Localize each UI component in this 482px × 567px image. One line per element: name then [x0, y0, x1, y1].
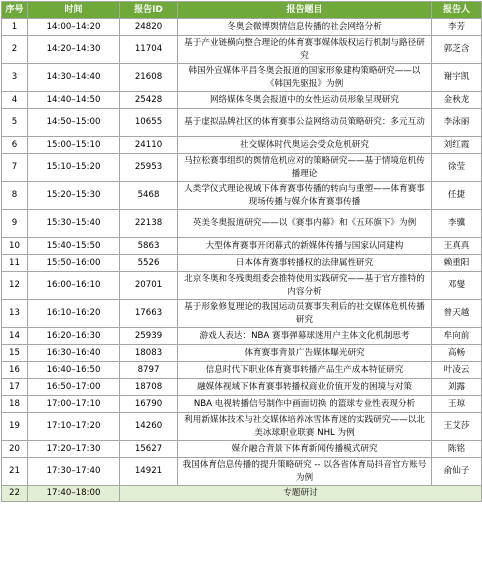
- row-time: 16:10–16:20: [28, 300, 120, 328]
- row-speaker: 李泳丽: [432, 109, 482, 137]
- row-topic: 大型体育赛事开闭幕式的新媒体传播与国家认同建构: [178, 238, 432, 255]
- row-report-id: 15627: [120, 441, 178, 458]
- row-no: 20: [2, 441, 28, 458]
- row-report-id: 8797: [120, 362, 178, 379]
- header-topic: 报告题目: [178, 2, 432, 19]
- header-no: 序号: [2, 2, 28, 19]
- row-topic: 马拉松赛事组织的舆情危机应对的策略研究——基于情境危机传播理论: [178, 154, 432, 182]
- row-time: 17:30–17:40: [28, 458, 120, 486]
- table-row: [2, 154, 482, 182]
- table-row: [2, 441, 482, 458]
- row-topic: 游戏人表达：NBA 赛事弹幕球迷用户主体文化机制思考: [178, 328, 432, 345]
- row-no: 9: [2, 210, 28, 238]
- row-speaker: 牟向前: [432, 328, 482, 345]
- table-row: [2, 255, 482, 272]
- summary-time: 17:40–18:00: [28, 486, 120, 502]
- row-time: 16:00–16:10: [28, 272, 120, 300]
- row-no: 3: [2, 64, 28, 92]
- row-time: 15:20–15:30: [28, 182, 120, 210]
- row-report-id: 14921: [120, 458, 178, 486]
- row-time: 16:50–17:00: [28, 379, 120, 396]
- table-row: [2, 109, 482, 137]
- row-no: 12: [2, 272, 28, 300]
- summary-row: [2, 486, 482, 502]
- row-topic: 信息时代下职业体育赛事转播产品生产成本特征研究: [178, 362, 432, 379]
- row-time: 15:30–15:40: [28, 210, 120, 238]
- row-topic: 我国体育信息传播的提升策略研究 -- 以各省体育局抖音官方账号为例: [178, 458, 432, 486]
- row-topic: 网络媒体冬奥会报道中的女性运动员形象呈现研究: [178, 92, 432, 109]
- row-topic: 体育赛事背景广告媒体曝光研究: [178, 345, 432, 362]
- row-no: 17: [2, 379, 28, 396]
- row-time: 15:50–16:00: [28, 255, 120, 272]
- row-no: 16: [2, 362, 28, 379]
- row-time: 14:40–14:50: [28, 92, 120, 109]
- table-row: [2, 345, 482, 362]
- table-row: [2, 137, 482, 154]
- row-time: 17:20–17:30: [28, 441, 120, 458]
- table-row: [2, 396, 482, 413]
- row-no: 8: [2, 182, 28, 210]
- row-topic: 日本体育赛事转播权的法律属性研究: [178, 255, 432, 272]
- row-topic: 媒介融合背景下体育新闻传播模式研究: [178, 441, 432, 458]
- row-no: 13: [2, 300, 28, 328]
- row-speaker: 李骥: [432, 210, 482, 238]
- row-topic: 基于产业链横向整合理论的体育赛事媒体版权运行机制与路径研究: [178, 36, 432, 64]
- header-report-id: 报告ID: [120, 2, 178, 19]
- row-time: 16:40–16:50: [28, 362, 120, 379]
- row-topic: 韩国外宣媒体平昌冬奥会报道的国家形象建构策略研究——以《韩国先驱报》为例: [178, 64, 432, 92]
- schedule-table-container: [1, 1, 481, 566]
- row-report-id: 5526: [120, 255, 178, 272]
- row-speaker: 任捷: [432, 182, 482, 210]
- row-no: 15: [2, 345, 28, 362]
- row-speaker: 曾天越: [432, 300, 482, 328]
- row-speaker: 王琼: [432, 396, 482, 413]
- row-topic: 社交媒体时代奥运会受众危机研究: [178, 137, 432, 154]
- row-topic: NBA 电视转播信号制作中画面切换 的篮球专业性表现分析: [178, 396, 432, 413]
- row-topic: 冬奥会微博舆情信息传播的社会网络分析: [178, 19, 432, 36]
- row-time: 16:20–16:30: [28, 328, 120, 345]
- table-row: [2, 92, 482, 109]
- row-no: 4: [2, 92, 28, 109]
- row-topic: 利用新媒体技术与社交媒体培养冰雪体育迷的实践研究——以北美冰球职业联赛 NHL 为例: [178, 413, 432, 441]
- row-speaker: 叶凌云: [432, 362, 482, 379]
- row-time: 15:10–15:20: [28, 154, 120, 182]
- schedule-rows: [2, 19, 482, 502]
- schedule-table: [1, 1, 482, 502]
- row-report-id: 5863: [120, 238, 178, 255]
- row-time: 17:10–17:20: [28, 413, 120, 441]
- row-no: 6: [2, 137, 28, 154]
- row-report-id: 25953: [120, 154, 178, 182]
- table-row: [2, 36, 482, 64]
- row-time: 14:00–14:20: [28, 19, 120, 36]
- row-speaker: 赖重阳: [432, 255, 482, 272]
- row-no: 1: [2, 19, 28, 36]
- row-report-id: 18083: [120, 345, 178, 362]
- row-topic: 融媒体视域下体育赛事转播权商业价值开发的困境与对策: [178, 379, 432, 396]
- row-topic: 英美冬奥报道研究——以《赛事内幕》和《五环旗下》为例: [178, 210, 432, 238]
- row-speaker: 刘露: [432, 379, 482, 396]
- row-report-id: 10655: [120, 109, 178, 137]
- row-speaker: 王真真: [432, 238, 482, 255]
- table-row: [2, 210, 482, 238]
- table-row: [2, 272, 482, 300]
- row-report-id: 5468: [120, 182, 178, 210]
- row-no: 18: [2, 396, 28, 413]
- row-report-id: 11704: [120, 36, 178, 64]
- row-no: 21: [2, 458, 28, 486]
- row-topic: 基于虚拟品牌社区的体育赛事公益网络动员策略研究：多元互动: [178, 109, 432, 137]
- header-speaker: 报告人: [432, 2, 482, 19]
- table-row: [2, 328, 482, 345]
- row-speaker: 俞仙子: [432, 458, 482, 486]
- row-speaker: 刘红霞: [432, 137, 482, 154]
- row-report-id: 25428: [120, 92, 178, 109]
- header-row: [2, 2, 482, 19]
- row-report-id: 16790: [120, 396, 178, 413]
- summary-label: 专题研讨: [120, 486, 482, 502]
- table-row: [2, 238, 482, 255]
- row-report-id: 24820: [120, 19, 178, 36]
- row-speaker: 徐莹: [432, 154, 482, 182]
- table-row: [2, 182, 482, 210]
- row-report-id: 18708: [120, 379, 178, 396]
- row-speaker: 陈铭: [432, 441, 482, 458]
- row-time: 16:30–16:40: [28, 345, 120, 362]
- row-no: 7: [2, 154, 28, 182]
- row-topic: 人类学仪式理论视域下体育赛事传播的转向与重塑——体育赛事现场传播与媒介体育赛事传播: [178, 182, 432, 210]
- row-speaker: 王艾莎: [432, 413, 482, 441]
- row-time: 17:00–17:10: [28, 396, 120, 413]
- row-no: 5: [2, 109, 28, 137]
- row-time: 14:30–14:40: [28, 64, 120, 92]
- row-no: 14: [2, 328, 28, 345]
- row-report-id: 24110: [120, 137, 178, 154]
- row-no: 19: [2, 413, 28, 441]
- row-time: 15:00–15:10: [28, 137, 120, 154]
- table-row: [2, 300, 482, 328]
- table-row: [2, 19, 482, 36]
- header-time: 时间: [28, 2, 120, 19]
- row-time: 14:20–14:30: [28, 36, 120, 64]
- row-topic: 基于形象修复理论的我国运动员赛事失利后的社交媒体危机传播研究: [178, 300, 432, 328]
- row-report-id: 17663: [120, 300, 178, 328]
- row-no: 11: [2, 255, 28, 272]
- row-speaker: 郭芝含: [432, 36, 482, 64]
- table-row: [2, 379, 482, 396]
- row-speaker: 金秋龙: [432, 92, 482, 109]
- row-report-id: 14260: [120, 413, 178, 441]
- row-speaker: 谢宇凯: [432, 64, 482, 92]
- row-report-id: 21608: [120, 64, 178, 92]
- row-speaker: 高畅: [432, 345, 482, 362]
- row-report-id: 22138: [120, 210, 178, 238]
- table-row: [2, 64, 482, 92]
- summary-no: 22: [2, 486, 28, 502]
- row-topic: 北京冬奥和冬残奥组委会推特使用实践研究——基于官方推特的内容分析: [178, 272, 432, 300]
- row-speaker: 李芳: [432, 19, 482, 36]
- row-no: 2: [2, 36, 28, 64]
- table-row: [2, 458, 482, 486]
- row-report-id: 25939: [120, 328, 178, 345]
- row-report-id: 20701: [120, 272, 178, 300]
- row-time: 15:40–15:50: [28, 238, 120, 255]
- row-time: 14:50–15:00: [28, 109, 120, 137]
- table-row: [2, 413, 482, 441]
- row-speaker: 邓燮: [432, 272, 482, 300]
- table-row: [2, 362, 482, 379]
- row-no: 10: [2, 238, 28, 255]
